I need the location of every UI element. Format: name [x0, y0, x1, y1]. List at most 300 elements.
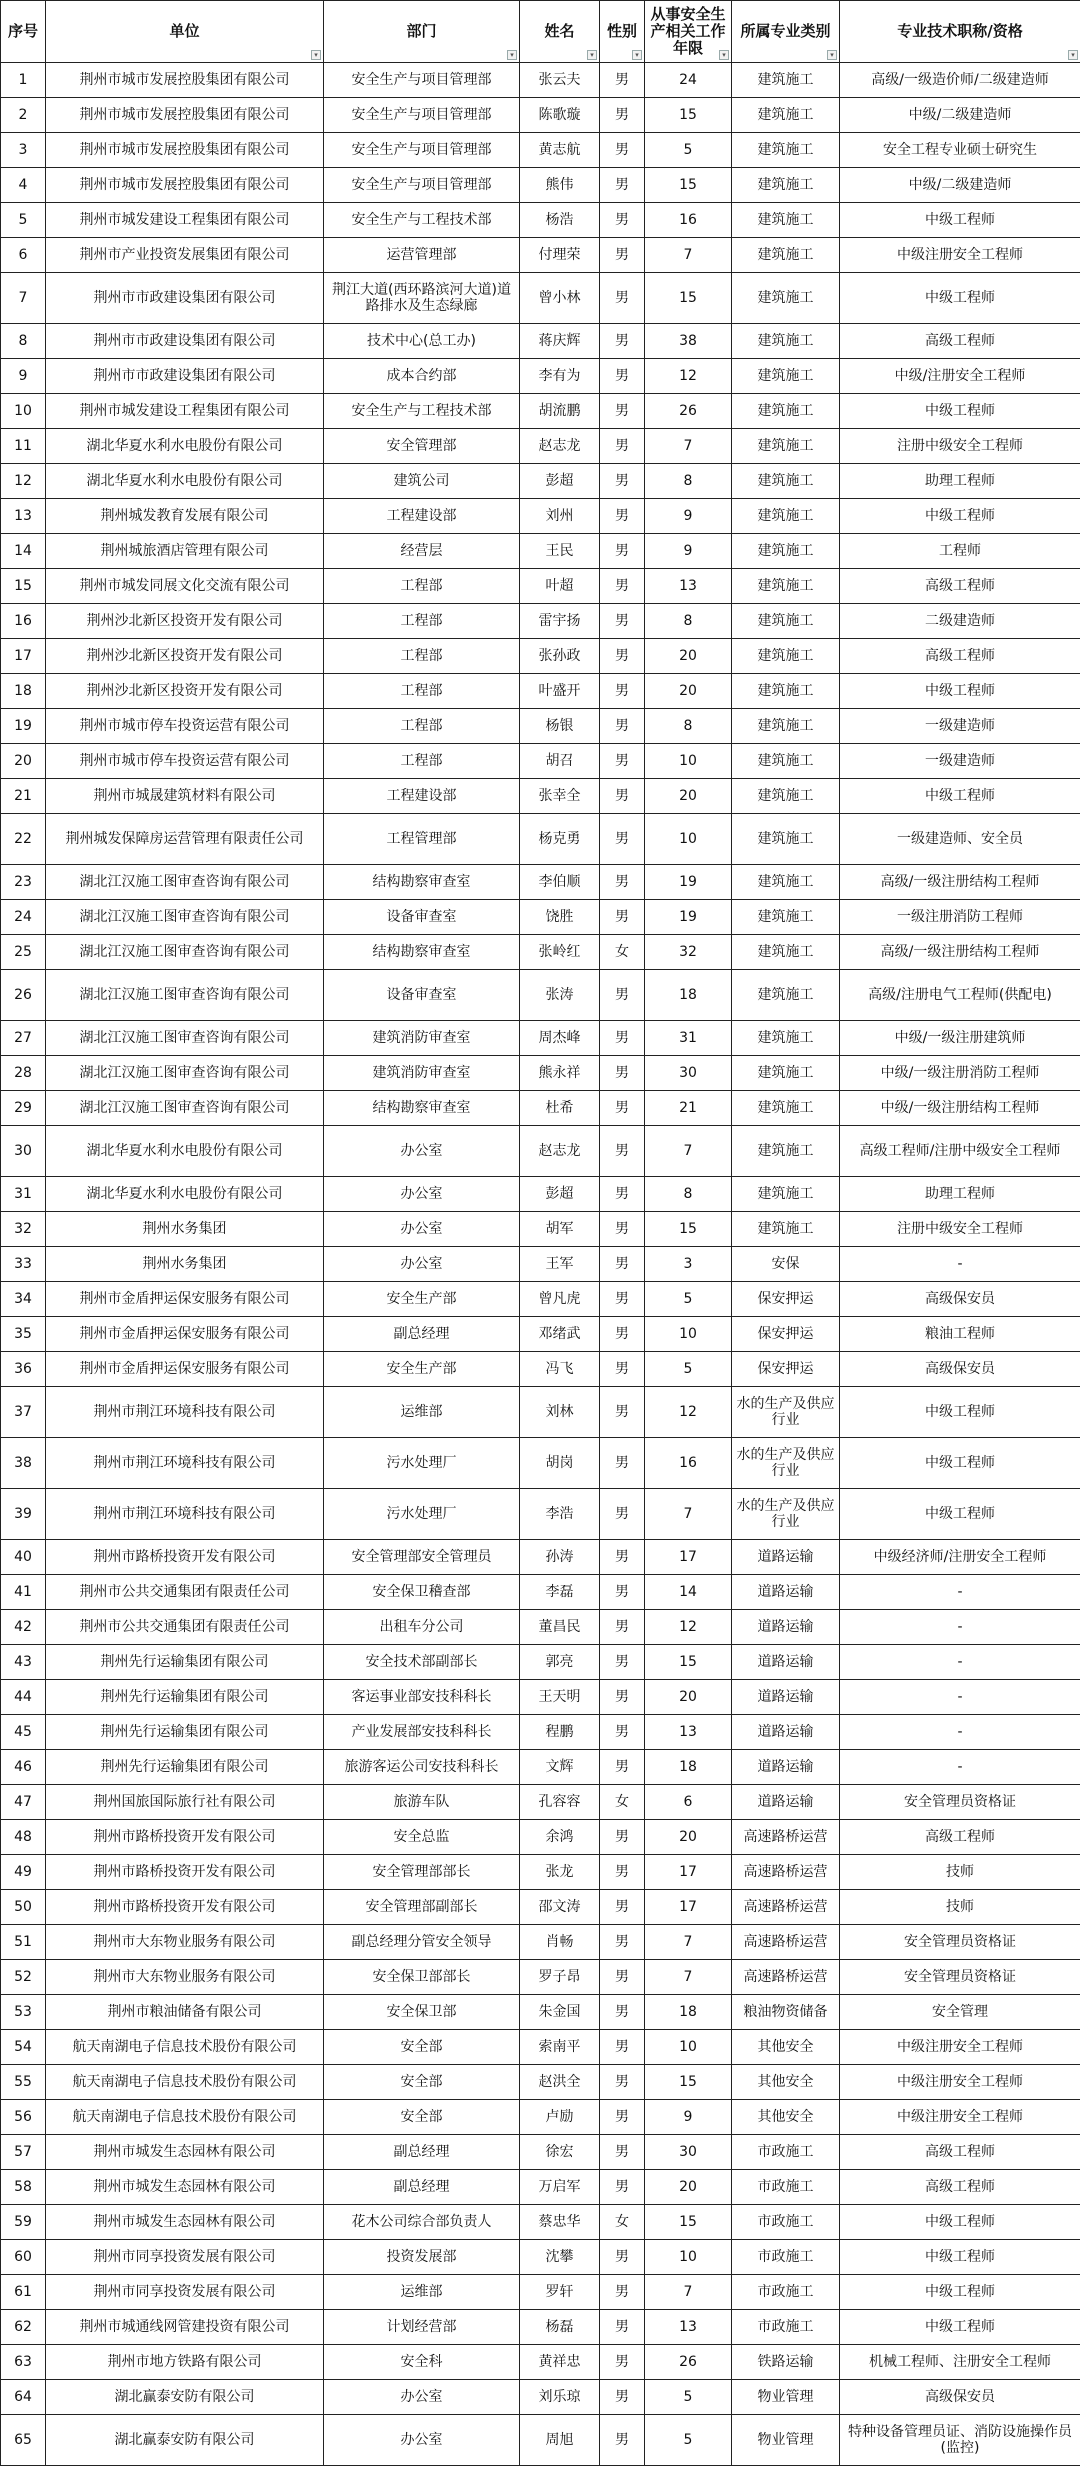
cell-title: 高级工程师: [840, 324, 1080, 359]
cell-category: 道路运输: [732, 1645, 840, 1680]
cell-years: 32: [645, 935, 732, 970]
cell-category: 粮油物资储备: [732, 1995, 840, 2030]
cell-sex: 男: [600, 1540, 645, 1575]
cell-sex: 男: [600, 1855, 645, 1890]
cell-name: 雷宇扬: [520, 604, 600, 639]
header-seq: [1, 1, 46, 63]
cell-name: 张涛: [520, 970, 600, 1021]
cell-sex: 男: [600, 1995, 645, 2030]
cell-name: 杜希: [520, 1091, 600, 1126]
cell-title: 安全工程专业硕士研究生: [840, 133, 1080, 168]
filter-dropdown-icon[interactable]: ▾: [632, 50, 642, 60]
cell-title: -: [840, 1247, 1080, 1282]
cell-name: 胡军: [520, 1212, 600, 1247]
cell-sex: 男: [600, 2135, 645, 2170]
cell-category: 建筑施工: [732, 900, 840, 935]
cell-sex: 男: [600, 744, 645, 779]
cell-dept: 建筑消防审查室: [324, 1056, 520, 1091]
cell-category: 建筑施工: [732, 935, 840, 970]
cell-org: 荆州市路桥投资开发有限公司: [46, 1820, 324, 1855]
cell-name: 李浩: [520, 1489, 600, 1540]
cell-title: 高级/一级注册结构工程师: [840, 935, 1080, 970]
cell-category: 保安押运: [732, 1352, 840, 1387]
cell-dept: 投资发展部: [324, 2240, 520, 2275]
cell-org: 荆州市公共交通集团有限责任公司: [46, 1575, 324, 1610]
filter-dropdown-icon[interactable]: ▾: [507, 50, 517, 60]
cell-dept: 安全生产与工程技术部: [324, 394, 520, 429]
cell-sex: 男: [600, 2030, 645, 2065]
cell-sex: 男: [600, 1645, 645, 1680]
cell-title: 中级工程师: [840, 674, 1080, 709]
cell-years: 5: [645, 2380, 732, 2415]
cell-org: 航天南湖电子信息技术股份有限公司: [46, 2065, 324, 2100]
cell-years: 13: [645, 569, 732, 604]
cell-seq: 43: [1, 1645, 46, 1680]
table-row: [1, 203, 1080, 238]
header-org: [46, 1, 324, 63]
cell-seq: 6: [1, 238, 46, 273]
cell-dept: 安全生产与项目管理部: [324, 63, 520, 98]
cell-years: 18: [645, 1750, 732, 1785]
cell-dept: 办公室: [324, 1247, 520, 1282]
cell-dept: 建筑消防审查室: [324, 1021, 520, 1056]
cell-seq: 22: [1, 814, 46, 865]
table-row: [1, 900, 1080, 935]
cell-name: 张岭红: [520, 935, 600, 970]
cell-seq: 64: [1, 2380, 46, 2415]
cell-seq: 12: [1, 464, 46, 499]
cell-years: 9: [645, 2100, 732, 2135]
cell-dept: 副总经理分管安全领导: [324, 1925, 520, 1960]
table-row: [1, 935, 1080, 970]
table-row: [1, 1247, 1080, 1282]
cell-dept: 出租车分公司: [324, 1610, 520, 1645]
cell-seq: 48: [1, 1820, 46, 1855]
cell-category: 建筑施工: [732, 1091, 840, 1126]
cell-org: 荆州市同享投资发展有限公司: [46, 2240, 324, 2275]
cell-years: 20: [645, 1820, 732, 1855]
cell-sex: 男: [600, 1126, 645, 1177]
cell-org: 荆州市金盾押运保安服务有限公司: [46, 1282, 324, 1317]
cell-years: 26: [645, 2345, 732, 2380]
cell-org: 荆州市城发建设工程集团有限公司: [46, 203, 324, 238]
cell-dept: 结构勘察审查室: [324, 935, 520, 970]
table-row: [1, 1645, 1080, 1680]
cell-org: 荆州沙北新区投资开发有限公司: [46, 639, 324, 674]
cell-org: 荆州市城发生态园林有限公司: [46, 2135, 324, 2170]
cell-org: 荆州水务集团: [46, 1212, 324, 1247]
cell-org: 荆州市市政建设集团有限公司: [46, 273, 324, 324]
cell-title: 中级注册安全工程师: [840, 2100, 1080, 2135]
cell-dept: 安全生产与项目管理部: [324, 133, 520, 168]
cell-years: 7: [645, 2275, 732, 2310]
cell-category: 道路运输: [732, 1785, 840, 1820]
cell-category: 建筑施工: [732, 814, 840, 865]
cell-name: 万启军: [520, 2170, 600, 2205]
cell-seq: 32: [1, 1212, 46, 1247]
cell-sex: 男: [600, 1021, 645, 1056]
cell-title: 中级工程师: [840, 499, 1080, 534]
cell-dept: 安全管理部部长: [324, 1855, 520, 1890]
cell-title: 一级建造师、安全员: [840, 814, 1080, 865]
cell-category: 高速路桥运营: [732, 1820, 840, 1855]
cell-category: 建筑施工: [732, 1126, 840, 1177]
cell-name: 刘乐琼: [520, 2380, 600, 2415]
cell-years: 5: [645, 1352, 732, 1387]
cell-sex: 男: [600, 2310, 645, 2345]
table-row: [1, 273, 1080, 324]
cell-title: 安全管理员资格证: [840, 1960, 1080, 1995]
cell-name: 罗子昂: [520, 1960, 600, 1995]
filter-dropdown-icon[interactable]: ▾: [719, 50, 729, 60]
filter-dropdown-icon[interactable]: ▾: [311, 50, 321, 60]
cell-years: 15: [645, 98, 732, 133]
table-row: [1, 1438, 1080, 1489]
cell-name: 陈歌璇: [520, 98, 600, 133]
cell-org: 荆州市产业投资发展集团有限公司: [46, 238, 324, 273]
cell-name: 徐宏: [520, 2135, 600, 2170]
cell-seq: 62: [1, 2310, 46, 2345]
cell-seq: 13: [1, 499, 46, 534]
cell-org: 荆州市公共交通集团有限责任公司: [46, 1610, 324, 1645]
cell-seq: 18: [1, 674, 46, 709]
cell-category: 市政施工: [732, 2205, 840, 2240]
cell-seq: 5: [1, 203, 46, 238]
cell-seq: 60: [1, 2240, 46, 2275]
cell-name: 熊永祥: [520, 1056, 600, 1091]
cell-dept: 办公室: [324, 2380, 520, 2415]
cell-years: 16: [645, 1438, 732, 1489]
cell-category: 建筑施工: [732, 203, 840, 238]
cell-org: 荆州市金盾押运保安服务有限公司: [46, 1317, 324, 1352]
cell-years: 20: [645, 639, 732, 674]
cell-sex: 男: [600, 1212, 645, 1247]
cell-seq: 30: [1, 1126, 46, 1177]
header-years: [645, 1, 732, 63]
table-row: [1, 2205, 1080, 2240]
cell-name: 张云夫: [520, 63, 600, 98]
cell-years: 18: [645, 1995, 732, 2030]
cell-org: 荆州市同享投资发展有限公司: [46, 2275, 324, 2310]
cell-years: 20: [645, 1680, 732, 1715]
filter-dropdown-icon[interactable]: ▾: [587, 50, 597, 60]
cell-dept: 污水处理厂: [324, 1489, 520, 1540]
header-label: 部门: [406, 22, 436, 40]
cell-title: -: [840, 1750, 1080, 1785]
cell-sex: 男: [600, 1925, 645, 1960]
cell-name: 饶胜: [520, 900, 600, 935]
cell-dept: 安全生产部: [324, 1352, 520, 1387]
cell-name: 索南平: [520, 2030, 600, 2065]
cell-dept: 办公室: [324, 1212, 520, 1247]
cell-org: 荆州市城市发展控股集团有限公司: [46, 168, 324, 203]
cell-years: 20: [645, 2170, 732, 2205]
cell-years: 5: [645, 133, 732, 168]
cell-years: 3: [645, 1247, 732, 1282]
table-row: [1, 2030, 1080, 2065]
cell-category: 建筑施工: [732, 238, 840, 273]
table-row: [1, 1750, 1080, 1785]
cell-seq: 55: [1, 2065, 46, 2100]
cell-years: 20: [645, 779, 732, 814]
cell-title: 安全管理员资格证: [840, 1925, 1080, 1960]
cell-title: 高级工程师: [840, 569, 1080, 604]
cell-org: 荆州市城通线网管建投资有限公司: [46, 2310, 324, 2345]
cell-name: 叶超: [520, 569, 600, 604]
cell-org: 荆州市城市发展控股集团有限公司: [46, 63, 324, 98]
cell-title: 中级注册安全工程师: [840, 2030, 1080, 2065]
cell-years: 8: [645, 604, 732, 639]
cell-seq: 34: [1, 1282, 46, 1317]
cell-seq: 10: [1, 394, 46, 429]
cell-org: 荆州市市政建设集团有限公司: [46, 359, 324, 394]
cell-sex: 男: [600, 2415, 645, 2466]
table-row: [1, 674, 1080, 709]
cell-title: 一级注册消防工程师: [840, 900, 1080, 935]
cell-sex: 男: [600, 324, 645, 359]
cell-title: 中级工程师: [840, 2275, 1080, 2310]
cell-sex: 男: [600, 814, 645, 865]
cell-title: 高级工程师: [840, 2170, 1080, 2205]
cell-title: 中级工程师: [840, 273, 1080, 324]
cell-sex: 男: [600, 464, 645, 499]
cell-name: 文辉: [520, 1750, 600, 1785]
table-row: [1, 2310, 1080, 2345]
cell-org: 湖北江汉施工图审查咨询有限公司: [46, 970, 324, 1021]
cell-seq: 19: [1, 709, 46, 744]
cell-years: 5: [645, 1282, 732, 1317]
cell-org: 湖北江汉施工图审查咨询有限公司: [46, 865, 324, 900]
cell-seq: 65: [1, 2415, 46, 2466]
cell-category: 保安押运: [732, 1282, 840, 1317]
cell-category: 其他安全: [732, 2030, 840, 2065]
cell-sex: 男: [600, 1960, 645, 1995]
cell-org: 航天南湖电子信息技术股份有限公司: [46, 2100, 324, 2135]
cell-category: 建筑施工: [732, 63, 840, 98]
cell-seq: 52: [1, 1960, 46, 1995]
cell-sex: 男: [600, 1352, 645, 1387]
cell-name: 赵志龙: [520, 429, 600, 464]
cell-org: 航天南湖电子信息技术股份有限公司: [46, 2030, 324, 2065]
cell-dept: 工程部: [324, 604, 520, 639]
cell-sex: 男: [600, 1680, 645, 1715]
table-row: [1, 429, 1080, 464]
cell-name: 黄志航: [520, 133, 600, 168]
table-row: [1, 1820, 1080, 1855]
cell-years: 26: [645, 394, 732, 429]
table-row: [1, 2415, 1080, 2466]
cell-dept: 办公室: [324, 1177, 520, 1212]
cell-years: 15: [645, 168, 732, 203]
cell-category: 物业管理: [732, 2380, 840, 2415]
cell-dept: 设备审查室: [324, 900, 520, 935]
table-row: [1, 814, 1080, 865]
header-label: 性别: [607, 22, 637, 40]
cell-sex: 男: [600, 534, 645, 569]
table-row: [1, 1352, 1080, 1387]
cell-seq: 27: [1, 1021, 46, 1056]
cell-dept: 安全生产与项目管理部: [324, 98, 520, 133]
cell-sex: 男: [600, 2240, 645, 2275]
table-row: [1, 2275, 1080, 2310]
cell-org: 荆州市粮油储备有限公司: [46, 1995, 324, 2030]
cell-category: 其他安全: [732, 2100, 840, 2135]
cell-sex: 男: [600, 63, 645, 98]
cell-name: 黄祥忠: [520, 2345, 600, 2380]
cell-org: 荆州市城市发展控股集团有限公司: [46, 98, 324, 133]
cell-category: 铁路运输: [732, 2345, 840, 2380]
cell-seq: 36: [1, 1352, 46, 1387]
cell-years: 19: [645, 900, 732, 935]
cell-org: 荆州市城市停车投资运营有限公司: [46, 744, 324, 779]
cell-org: 湖北江汉施工图审查咨询有限公司: [46, 1021, 324, 1056]
cell-org: 荆州市城市发展控股集团有限公司: [46, 133, 324, 168]
cell-name: 朱金国: [520, 1995, 600, 2030]
cell-title: 高级工程师: [840, 1820, 1080, 1855]
cell-years: 12: [645, 1610, 732, 1645]
cell-seq: 50: [1, 1890, 46, 1925]
table-row: [1, 970, 1080, 1021]
cell-sex: 男: [600, 499, 645, 534]
cell-dept: 旅游车队: [324, 1785, 520, 1820]
cell-years: 7: [645, 1489, 732, 1540]
cell-dept: 工程建设部: [324, 779, 520, 814]
table-row: [1, 1680, 1080, 1715]
cell-years: 20: [645, 674, 732, 709]
cell-org: 荆州水务集团: [46, 1247, 324, 1282]
cell-years: 8: [645, 1177, 732, 1212]
table-row: [1, 394, 1080, 429]
cell-years: 12: [645, 1387, 732, 1438]
cell-title: 中级注册安全工程师: [840, 238, 1080, 273]
cell-years: 38: [645, 324, 732, 359]
cell-org: 湖北赢泰安防有限公司: [46, 2380, 324, 2415]
cell-dept: 设备审查室: [324, 970, 520, 1021]
header-title: [840, 1, 1080, 63]
cell-category: 安保: [732, 1247, 840, 1282]
cell-years: 16: [645, 203, 732, 238]
table-row: [1, 534, 1080, 569]
cell-category: 建筑施工: [732, 779, 840, 814]
cell-name: 郭亮: [520, 1645, 600, 1680]
cell-dept: 花木公司综合部负责人: [324, 2205, 520, 2240]
cell-org: 荆州市城市停车投资运营有限公司: [46, 709, 324, 744]
filter-dropdown-icon[interactable]: ▾: [827, 50, 837, 60]
cell-seq: 47: [1, 1785, 46, 1820]
cell-sex: 男: [600, 273, 645, 324]
table-row: [1, 569, 1080, 604]
table-row: [1, 238, 1080, 273]
cell-years: 7: [645, 1126, 732, 1177]
cell-category: 建筑施工: [732, 1177, 840, 1212]
header-dept: [324, 1, 520, 63]
cell-years: 5: [645, 2415, 732, 2466]
cell-dept: 计划经营部: [324, 2310, 520, 2345]
cell-name: 彭超: [520, 464, 600, 499]
cell-category: 建筑施工: [732, 98, 840, 133]
cell-name: 张孙政: [520, 639, 600, 674]
cell-sex: 男: [600, 98, 645, 133]
cell-org: 荆州城发保障房运营管理有限责任公司: [46, 814, 324, 865]
cell-name: 彭超: [520, 1177, 600, 1212]
cell-category: 建筑施工: [732, 1021, 840, 1056]
cell-name: 孙涛: [520, 1540, 600, 1575]
cell-name: 胡召: [520, 744, 600, 779]
cell-dept: 办公室: [324, 2415, 520, 2466]
cell-sex: 男: [600, 2100, 645, 2135]
cell-org: 荆州市路桥投资开发有限公司: [46, 1855, 324, 1890]
cell-org: 荆州市金盾押运保安服务有限公司: [46, 1352, 324, 1387]
table-row: [1, 324, 1080, 359]
cell-sex: 男: [600, 1890, 645, 1925]
cell-seq: 23: [1, 865, 46, 900]
cell-seq: 46: [1, 1750, 46, 1785]
cell-seq: 58: [1, 2170, 46, 2205]
cell-years: 8: [645, 709, 732, 744]
table-row: [1, 1126, 1080, 1177]
cell-dept: 运维部: [324, 2275, 520, 2310]
header-name: [520, 1, 600, 63]
cell-category: 建筑施工: [732, 639, 840, 674]
cell-title: -: [840, 1575, 1080, 1610]
cell-title: 中级工程师: [840, 779, 1080, 814]
cell-org: 荆州市大东物业服务有限公司: [46, 1960, 324, 1995]
cell-name: 王军: [520, 1247, 600, 1282]
cell-sex: 女: [600, 935, 645, 970]
cell-seq: 16: [1, 604, 46, 639]
cell-name: 李有为: [520, 359, 600, 394]
cell-sex: 男: [600, 429, 645, 464]
cell-title: 安全管理: [840, 1995, 1080, 2030]
table-row: [1, 1282, 1080, 1317]
header-label: 姓名: [544, 22, 574, 40]
cell-years: 10: [645, 744, 732, 779]
cell-dept: 经营层: [324, 534, 520, 569]
cell-category: 道路运输: [732, 1680, 840, 1715]
cell-sex: 男: [600, 865, 645, 900]
table-row: [1, 1575, 1080, 1610]
cell-seq: 39: [1, 1489, 46, 1540]
cell-name: 叶盛开: [520, 674, 600, 709]
table-row: [1, 1610, 1080, 1645]
cell-title: 技师: [840, 1890, 1080, 1925]
cell-name: 刘林: [520, 1387, 600, 1438]
table-row: [1, 2345, 1080, 2380]
cell-years: 9: [645, 534, 732, 569]
cell-name: 杨银: [520, 709, 600, 744]
table-row: [1, 1855, 1080, 1890]
cell-title: 高级工程师: [840, 639, 1080, 674]
cell-org: 荆州先行运输集团有限公司: [46, 1645, 324, 1680]
filter-dropdown-icon[interactable]: ▾: [1068, 50, 1078, 60]
table-row: [1, 98, 1080, 133]
cell-name: 付理荣: [520, 238, 600, 273]
cell-dept: 安全管理部: [324, 429, 520, 464]
cell-dept: 运营管理部: [324, 238, 520, 273]
cell-seq: 20: [1, 744, 46, 779]
cell-org: 荆州市城发同展文化交流有限公司: [46, 569, 324, 604]
table-row: [1, 1489, 1080, 1540]
header-label: 从事安全生产相关工作年限: [650, 5, 725, 58]
table-row: [1, 639, 1080, 674]
cell-years: 10: [645, 2240, 732, 2275]
cell-years: 10: [645, 2030, 732, 2065]
cell-name: 罗轩: [520, 2275, 600, 2310]
cell-dept: 安全技术部副部长: [324, 1645, 520, 1680]
cell-category: 水的生产及供应行业: [732, 1387, 840, 1438]
cell-seq: 56: [1, 2100, 46, 2135]
cell-years: 15: [645, 2205, 732, 2240]
